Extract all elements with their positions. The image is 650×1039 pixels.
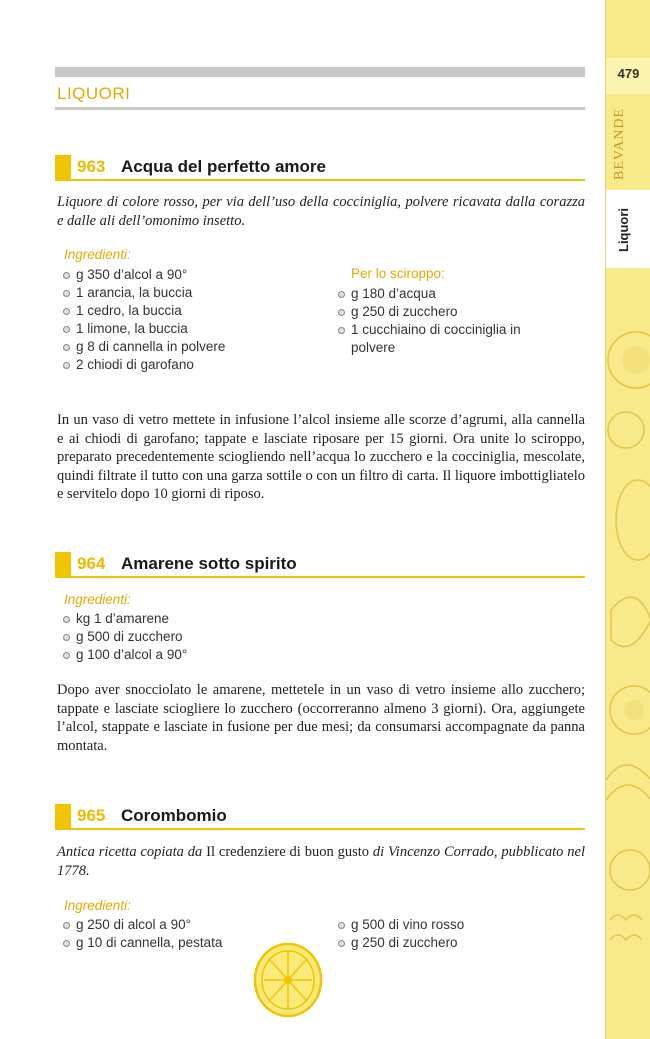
- list-item: 1 limone, la buccia: [62, 320, 322, 338]
- lemon-slice-icon: [252, 940, 324, 1020]
- recipe-title: Acqua del perfetto amore: [121, 157, 326, 176]
- bullet-icon: [63, 344, 70, 351]
- bullet-icon: [338, 291, 345, 298]
- ingredients-list: [337, 916, 557, 952]
- recipe-number: 963: [77, 157, 106, 176]
- list-item: g 250 di zucchero: [337, 934, 557, 952]
- bullet-icon: [63, 940, 70, 947]
- ingredients-list: [62, 266, 322, 374]
- bullet-icon: [63, 326, 70, 333]
- recipe-title: Corombomio: [121, 806, 227, 825]
- list-item: g 500 di zucchero: [62, 628, 322, 646]
- ingredients-label: Ingredienti:: [64, 247, 131, 262]
- recipe-intro: Liquore di colore rosso, per via dell’uso della cocciniglia, polvere ricavata dalla corazza e dalle ali dell’omonimo insetto.: [57, 194, 585, 229]
- bullet-icon: [63, 652, 70, 659]
- bullet-icon: [63, 922, 70, 929]
- list-item: g 8 di cannella in polvere: [62, 338, 322, 356]
- ingredients-label: Ingredienti:: [64, 898, 131, 913]
- recipe-title-bar: [55, 552, 585, 578]
- section-heading: LIQUORI: [57, 84, 131, 103]
- recipe-method: In un vaso di vetro mettete in infusione l’alcol insieme alle scorze d’agrumi, alla cannella e ai chiodi di garofano; tappate e lasciate riposare per 15 giorni. Ora unite lo sciroppo, preparato precedentemente sciogliendo nell’acqua lo zucchero e la cocciniglia, mescolate, quindi filtrate il tutto con una garza sottile o con un filtro di carta. Il liquore imbottigliatelo e servitelo dopo 10 giorni di riposo.: [57, 412, 585, 502]
- list-item: g 250 di alcol a 90°: [62, 916, 322, 934]
- recipe-title: Amarene sotto spirito: [121, 554, 297, 573]
- bullet-icon: [338, 327, 345, 334]
- recipe-marker: [55, 804, 71, 830]
- recipe-number: 965: [77, 806, 106, 825]
- recipe-underline: [55, 179, 585, 181]
- bullet-icon: [63, 308, 70, 315]
- subsection-label: Liquori: [616, 207, 631, 252]
- bullet-icon: [338, 309, 345, 316]
- list-item: g 10 di cannella, pestata: [62, 934, 322, 952]
- list-item: 1 arancia, la buccia: [62, 284, 322, 302]
- bullet-icon: [63, 290, 70, 297]
- recipe-method: Dopo aver snocciolato le amarene, mettetele in un vaso di vetro insieme allo zucchero; tappate e lasciate sciogliere lo zucchero (occorreranno almeno 3 giorni). Ora, aggiungete l’alcol, stappate e lasciate in fusione per due mesi; da consumarsi accompagnate da panna montata.: [57, 682, 585, 754]
- top-rule: [55, 67, 585, 77]
- syrup-label: Per lo sciroppo:: [351, 266, 445, 281]
- recipe-marker: [55, 552, 71, 578]
- list-item: 1 cucchiaino di cocciniglia in polvere: [337, 321, 557, 357]
- recipe-title-bar: [55, 155, 585, 181]
- heading-rule: [55, 107, 585, 110]
- list-item: g 350 d’alcol a 90°: [62, 266, 322, 284]
- section-label: BEVANDE: [612, 107, 627, 180]
- bullet-icon: [338, 922, 345, 929]
- page-number: 479: [617, 66, 640, 81]
- fruit-illustration-icon: [606, 280, 650, 980]
- bullet-icon: [63, 272, 70, 279]
- list-item: 1 cedro, la buccia: [62, 302, 322, 320]
- list-item: kg 1 d’amarene: [62, 610, 322, 628]
- recipe-number: 964: [77, 554, 106, 573]
- bullet-icon: [63, 362, 70, 369]
- syrup-list: [337, 285, 557, 357]
- list-item: g 180 d’acqua: [337, 285, 557, 303]
- bullet-icon: [63, 634, 70, 641]
- list-item: g 500 di vino rosso: [337, 916, 557, 934]
- recipe-marker: [55, 155, 71, 181]
- bullet-icon: [338, 940, 345, 947]
- bullet-icon: [63, 616, 70, 623]
- list-item: 2 chiodi di garofano: [62, 356, 322, 374]
- ingredients-list: [62, 610, 322, 664]
- ingredients-label: Ingredienti:: [64, 592, 131, 607]
- recipe-title-bar: [55, 804, 585, 830]
- list-item: g 100 d’alcol a 90°: [62, 646, 322, 664]
- recipe-underline: [55, 828, 585, 830]
- recipe-intro: Antica ricetta copiata da Il credenziere di buon gusto di Vincenzo Corrado, pubblicato nel 1778.: [57, 844, 585, 879]
- recipe-underline: [55, 576, 585, 578]
- list-item: g 250 di zucchero: [337, 303, 557, 321]
